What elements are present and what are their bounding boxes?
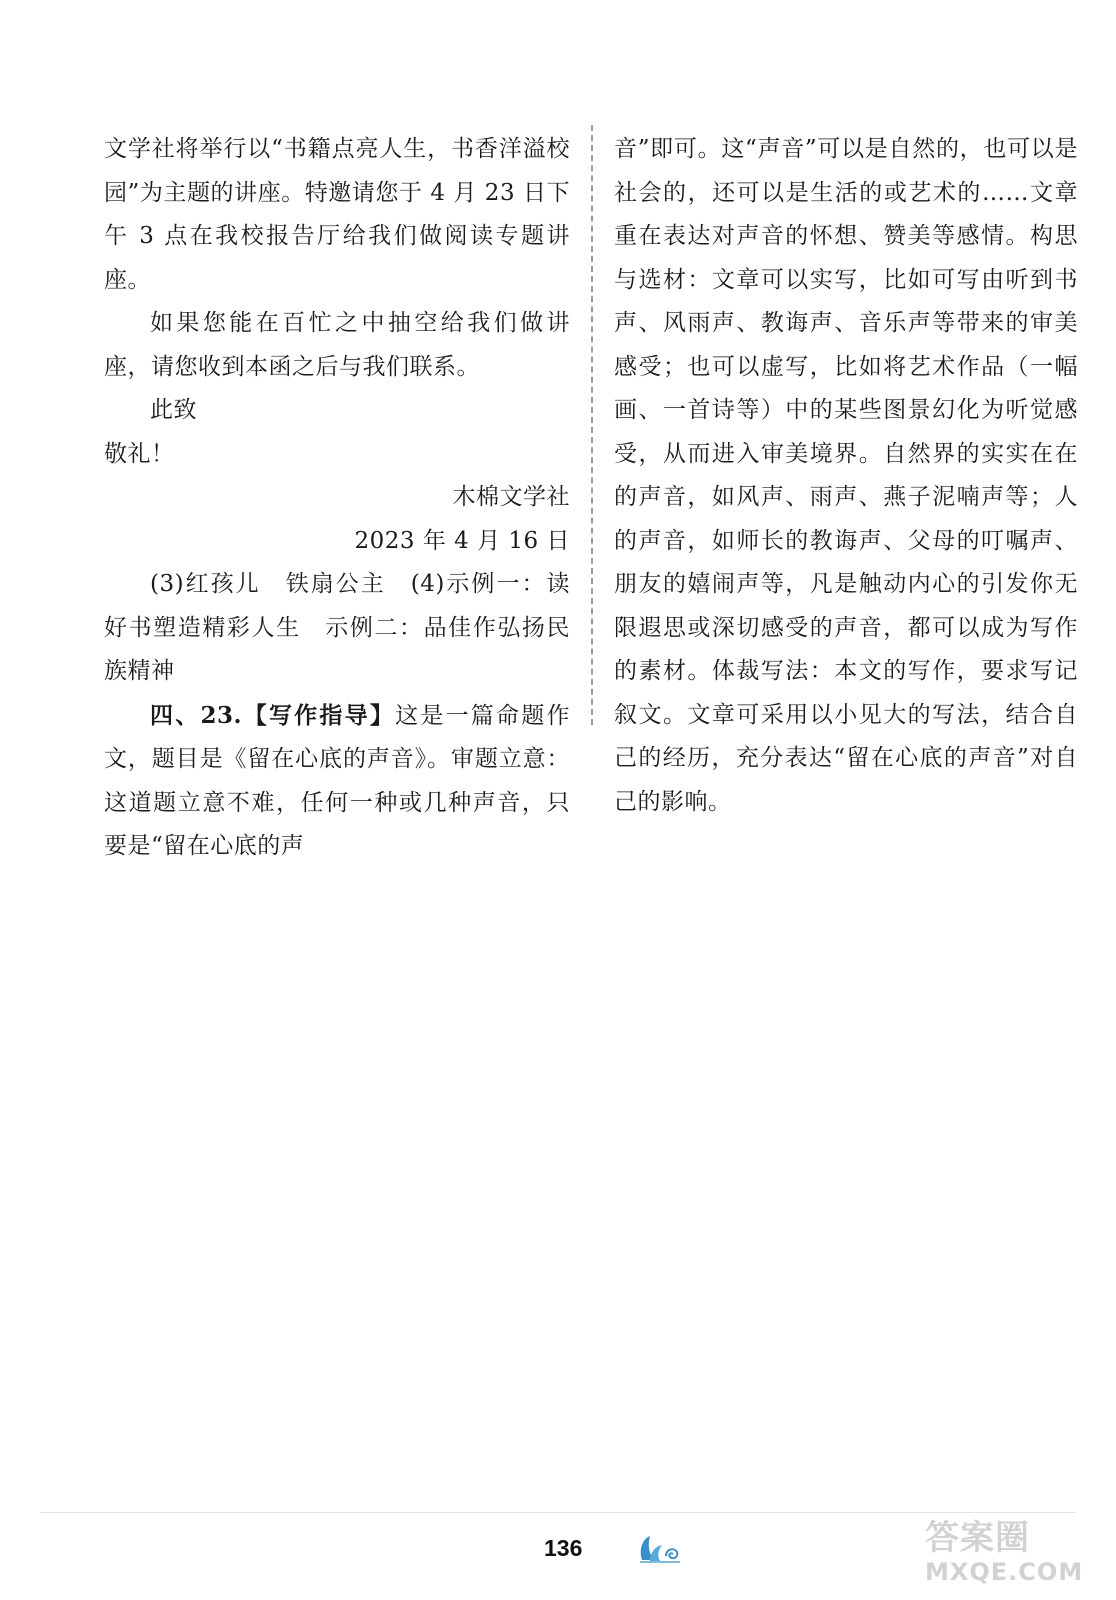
writing-guide-text: 这是一篇命题作文，题目是《留在心底的声音》。审题立意：这道题立意不难，任何一种或几种声音，只要是“留在心底的声 [104,702,571,859]
site-watermark: 答案圈 MXQE.COM [925,1518,1084,1586]
writing-guide-label: 四、23.【写作指导】 [150,701,396,729]
letter-body-paragraph: 文学社将举行以“书籍点亮人生，书香洋溢校园”为主题的讲座。特邀请您于 4 月 23 日下午 3 点在我校报告厅给我们做阅读专题讲座。 [104,136,570,293]
right-column [614,128,1078,824]
leaf-ornament-icon [636,1532,686,1566]
writing-guide-paragraph [104,694,570,869]
writing-guide-continuation: 音”即可。这“声音”可以是自然的，也可以是社会的，还可以是生活的或艺术的……文章重在表达对声音的怀想、赞美等感情。构思与选材：文章可以实写，比如可写由听到书声、风雨声、教诲声、音乐声等带来的审美感受；也可以虚写，比如将艺术作品（一幅画、一首诗等）中的某些图景幻化为听觉感受，从而进入审美境界。自然界的实实在在的声音，如风声、雨声、燕子泥喃声等；人的声音，如师长的教诲声、父母的叮嘱声、朋友的嬉闹声等，凡是触动内心的引发你无限遐思或深切感受的声音，都可以成为写作的素材。体裁写法：本文的写作，要求写记叙文。文章可采用以小见大的写法，结合自己的经历，充分表达“留在心底的声音”对自己的影响。 [614,136,1078,815]
letter-closing-respect: 敬礼！ [104,440,175,467]
letter-signature: 木棉文学社 [452,484,570,510]
page-number: 136 [544,1535,583,1561]
footer-rule [40,1512,1076,1513]
column-divider [591,125,593,725]
letter-closing-salutation: 此致 [150,397,197,423]
answer-3-4: (3)红孩儿 铁扇公主 (4)示例一：读好书塑造精彩人生 示例二：品佳作弘扬民族精神 [104,571,570,684]
left-column [104,128,570,869]
letter-date: 2023 年 4 月 16 日 [354,527,570,554]
letter-request-paragraph: 如果您能在百忙之中抽空给我们做讲座，请您收到本函之后与我们联系。 [104,310,570,380]
